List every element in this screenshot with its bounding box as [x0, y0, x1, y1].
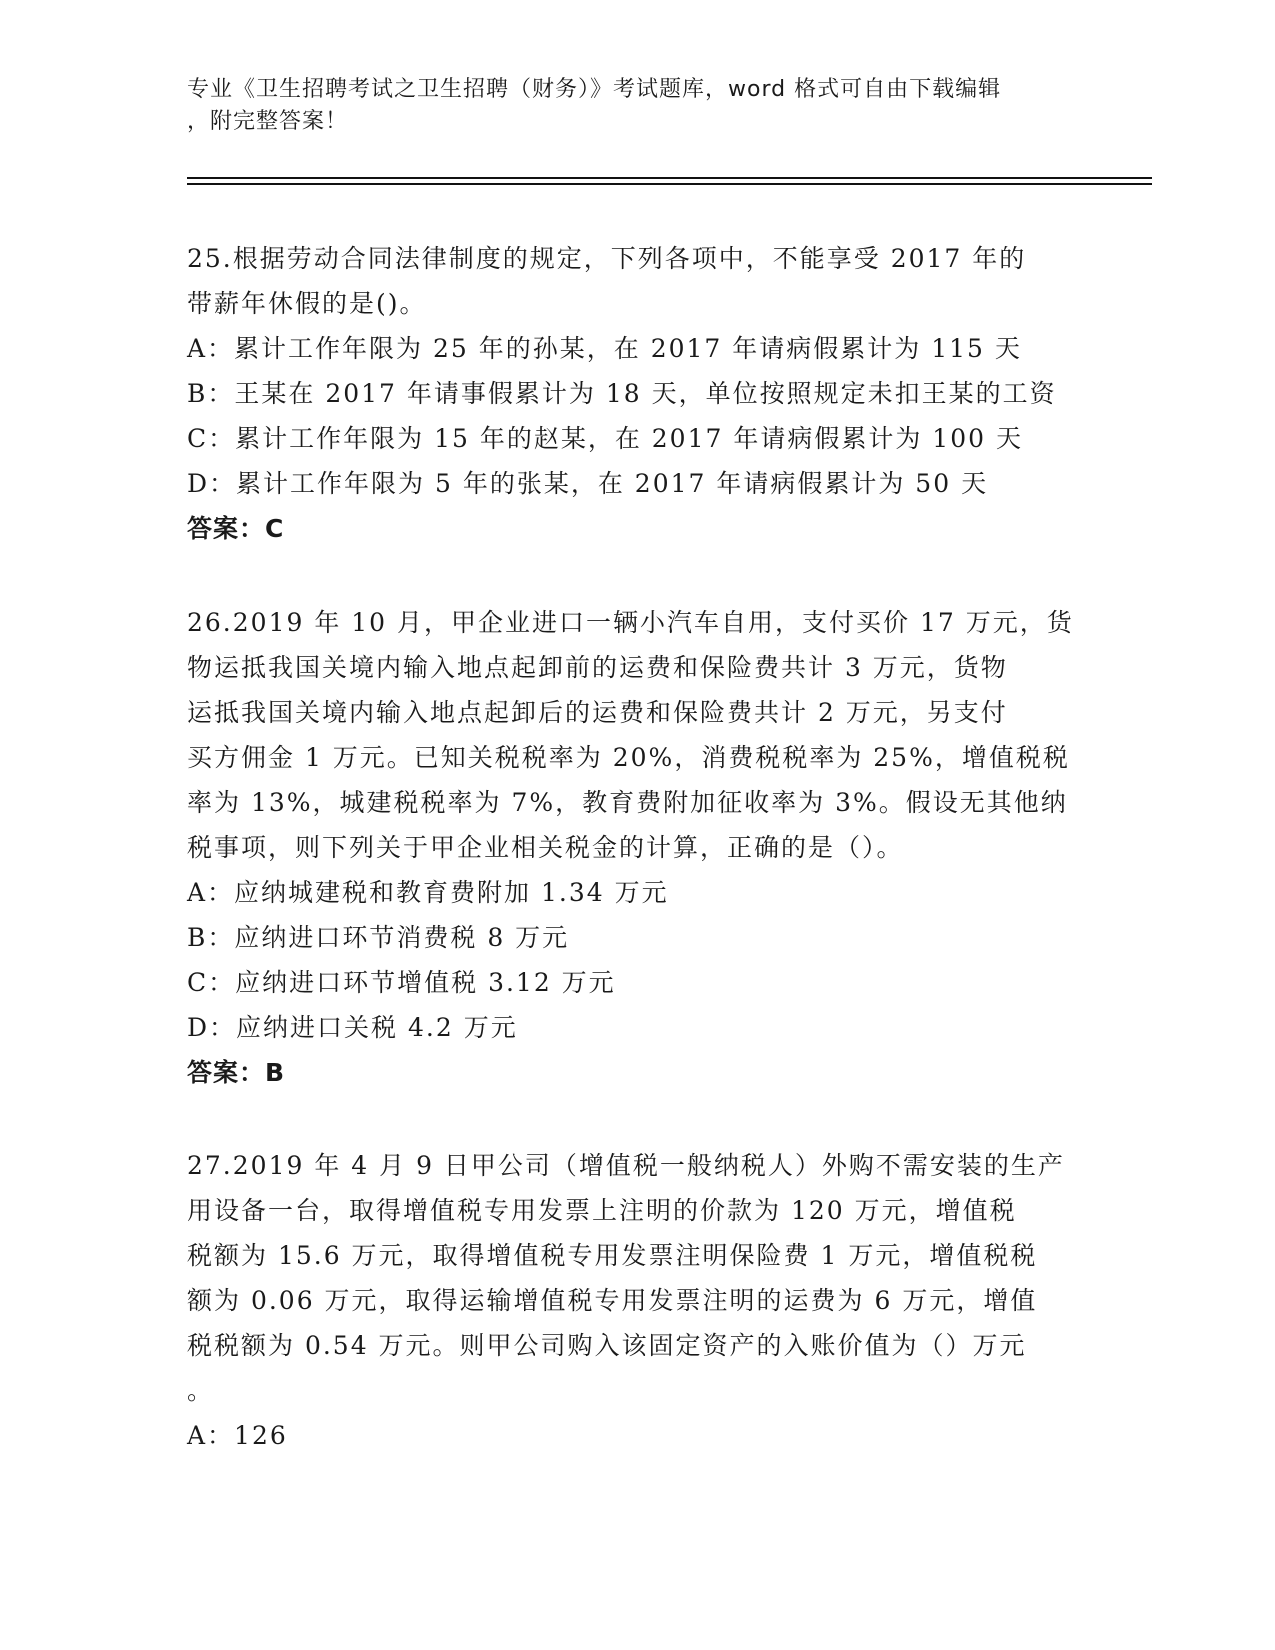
header-divider-bottom [187, 183, 1152, 185]
question-stem [187, 1143, 1087, 1413]
option-b: B：王某在 2017 年请事假累计为 18 天，单位按照规定未扣王某的工资 [187, 379, 1057, 408]
answer: 答案：B [187, 1058, 286, 1087]
option-a: A：126 [187, 1421, 288, 1450]
header-divider-top [187, 177, 1152, 179]
stem-line: 税事项，则下列关于甲企业相关税金的计算，正确的是（）。 [187, 833, 904, 862]
stem-line: 税税额为 0.54 万元。则甲公司购入该固定资产的入账价值为（）万元 [187, 1331, 1027, 1360]
stem-line: 25.根据劳动合同法律制度的规定，下列各项中，不能享受 2017 年的 [187, 244, 1027, 273]
question-27 [187, 1143, 1087, 1458]
stem-line: 物运抵我国关境内输入地点起卸前的运费和保险费共计 3 万元，货物 [187, 653, 1008, 682]
question-25 [187, 236, 1087, 551]
stem-line: 税额为 15.6 万元，取得增值税专用发票注明保险费 1 万元，增值税税 [187, 1241, 1038, 1270]
stem-line: 用设备一台，取得增值税专用发票上注明的价款为 120 万元，增值税 [187, 1196, 1017, 1225]
stem-line: 27.2019 年 4 月 9 日甲公司（增值税一般纳税人）外购不需安装的生产 [187, 1151, 1065, 1180]
stem-line: 。 [187, 1376, 215, 1405]
stem-line: 买方佣金 1 万元。已知关税税率为 20%，消费税税率为 25%，增值税税 [187, 743, 1070, 772]
header-line-2: ，附完整答案！ [187, 109, 349, 134]
stem-line: 额为 0.06 万元，取得运输增值税专用发票注明的运费为 6 万元，增值 [187, 1286, 1038, 1315]
option-c: C：应纳进口环节增值税 3.12 万元 [187, 968, 616, 997]
stem-line: 带薪年休假的是()。 [187, 289, 427, 318]
option-d: D：应纳进口关税 4.2 万元 [187, 1013, 518, 1042]
option-b: B：应纳进口环节消费税 8 万元 [187, 923, 570, 952]
stem-line: 运抵我国关境内输入地点起卸后的运费和保险费共计 2 万元，另支付 [187, 698, 1008, 727]
option-a: A：应纳城建税和教育费附加 1.34 万元 [187, 878, 669, 907]
stem-line: 率为 13%，城建税税率为 7%，教育费附加征收率为 3%。假设无其他纳 [187, 788, 1068, 817]
option-d: D：累计工作年限为 5 年的张某，在 2017 年请病假累计为 50 天 [187, 469, 989, 498]
question-26 [187, 600, 1087, 1095]
header-line-1: 专业《卫生招聘考试之卫生招聘（财务）》考试题库，word 格式可自由下载编辑 [187, 77, 1002, 102]
option-a: A：累计工作年限为 25 年的孙某，在 2017 年请病假累计为 115 天 [187, 334, 1022, 363]
question-stem [187, 236, 1087, 326]
answer: 答案：C [187, 514, 285, 543]
option-c: C：累计工作年限为 15 年的赵某，在 2017 年请病假累计为 100 天 [187, 424, 1023, 453]
document-header [187, 74, 1067, 138]
stem-line: 26.2019 年 10 月，甲企业进口一辆小汽车自用，支付买价 17 万元，货 [187, 608, 1074, 637]
question-stem [187, 600, 1087, 870]
